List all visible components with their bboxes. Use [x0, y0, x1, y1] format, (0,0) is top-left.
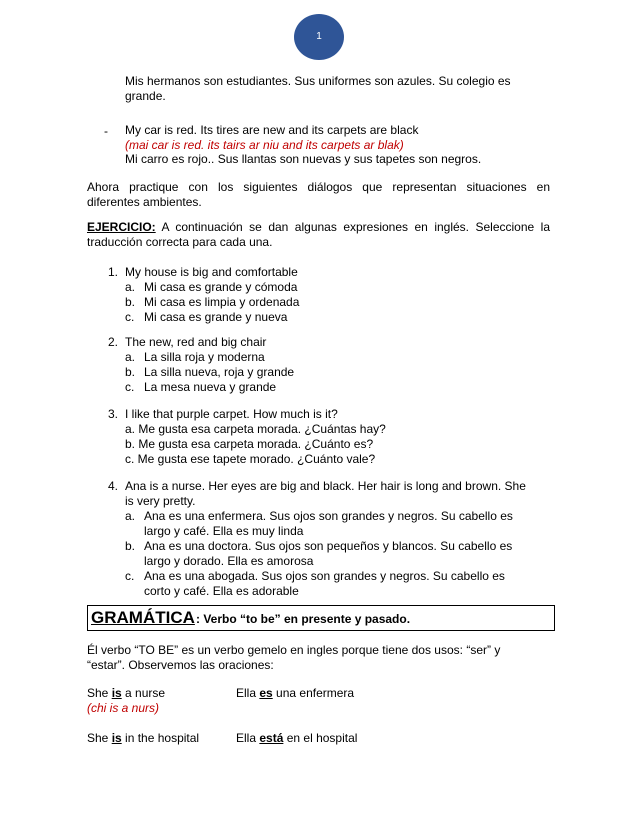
- question-4-options: [108, 509, 553, 599]
- question-3-options: [108, 422, 548, 467]
- practice-line-2: diferentes ambientes.: [87, 195, 202, 209]
- option-text: Ana es una doctora. Sus ojos son pequeños y blancos. Su cabello es: [144, 539, 513, 553]
- exercise-label: EJERCICIO:: [87, 220, 156, 234]
- question-3-text: I like that purple carpet. How much is it?: [125, 407, 338, 421]
- question-1-stem: [108, 265, 548, 280]
- option-text: Mi casa es grande y cómoda: [144, 280, 298, 294]
- question-3: [108, 407, 548, 467]
- question-4-option-c: [125, 569, 553, 599]
- pronunciation-text: (mai car is red. its tairs ar niu and its carpets ar blak): [125, 138, 404, 152]
- example-text: Ella: [236, 686, 260, 700]
- question-1: [108, 265, 548, 325]
- bullet-marker: -: [104, 124, 108, 138]
- example-text: Ella: [236, 731, 260, 745]
- question-3-option-a: a. Me gusta esa carpeta morada. ¿Cuántas hay?: [125, 422, 386, 436]
- question-4-stem: [108, 479, 553, 509]
- grammar-description-1: Él verbo “TO BE” es un verbo gemelo en ingles porque tiene dos usos: “ser” y: [87, 643, 501, 657]
- english-sentence: My car is red. Its tires are new and its carpets are black: [125, 123, 419, 137]
- option-text: La mesa nueva y grande: [144, 380, 277, 394]
- grammar-subtitle: : Verbo “to be” en presente y pasado.: [196, 612, 411, 626]
- option-text: La silla nueva, roja y grande: [144, 365, 295, 379]
- exercise-text-1: A continuación se dan algunas expresiones en inglés. Seleccione la: [155, 220, 550, 234]
- option-letter: b.: [125, 539, 136, 553]
- option-text-continued: largo y café. Ella es muy linda: [144, 524, 304, 538]
- question-3-option-c: c. Me gusta ese tapete morado. ¿Cuánto vale?: [125, 452, 376, 466]
- practice-paragraph: [87, 180, 550, 210]
- question-4: [108, 479, 553, 599]
- option-letter: a.: [125, 280, 136, 294]
- exercise-paragraph: [87, 220, 550, 250]
- grammar-description-2: “estar”. Observemos las oraciones:: [87, 658, 274, 672]
- question-1-option-a: [125, 280, 548, 295]
- grammar-heading-box: [87, 605, 555, 631]
- option-letter: b.: [125, 365, 136, 379]
- question-4-option-a: [125, 509, 553, 539]
- question-4-text-1: Ana is a nurse. Her eyes are big and black. Her hair is long and brown. She: [125, 479, 526, 493]
- option-text: La silla roja y moderna: [144, 350, 265, 364]
- example-verb: is: [111, 731, 122, 745]
- option-letter: c.: [125, 380, 135, 394]
- exercise-line-2: traducción correcta para cada una.: [87, 235, 273, 249]
- question-2-text: The new, red and big chair: [125, 335, 267, 349]
- intro-line-1: Mis hermanos son estudiantes. Sus uniformes son azules. Su colegio es: [125, 74, 511, 88]
- example-2-english: [87, 731, 199, 746]
- example-text: She: [87, 731, 112, 745]
- example-text: en el hospital: [283, 731, 358, 745]
- question-1-number: 1.: [108, 265, 119, 279]
- exercise-line-1: [87, 220, 550, 235]
- option-letter: c.: [125, 310, 135, 324]
- question-1-option-c: [125, 310, 548, 325]
- intro-line-2: grande.: [125, 89, 166, 103]
- example-verb: is: [111, 686, 122, 700]
- question-2-option-b: [125, 365, 548, 380]
- grammar-title: GRAMÁTICA: [91, 608, 195, 627]
- example-1-english: [87, 686, 165, 701]
- option-text: Mi casa es grande y nueva: [144, 310, 288, 324]
- example-text: She: [87, 686, 112, 700]
- example-text: a nurse: [121, 686, 166, 700]
- question-2-option-a: [125, 350, 548, 365]
- translation-text: Mi carro es rojo.. Sus llantas son nuevas y sus tapetes son negros.: [125, 152, 482, 166]
- question-4-number: 4.: [108, 479, 119, 493]
- question-2-stem: [108, 335, 548, 350]
- question-4-option-b: [125, 539, 553, 569]
- question-3-stem: [108, 407, 548, 422]
- question-2-options: [108, 350, 548, 395]
- example-text: in the hospital: [121, 731, 200, 745]
- example-verb: es: [259, 686, 273, 700]
- example-1-pronunciation: (chi is a nurs): [87, 701, 160, 715]
- question-1-options: [108, 280, 548, 325]
- practice-line-1: Ahora practique con los siguientes diálogos que representan situaciones en: [87, 180, 550, 194]
- question-4-text-2: is very pretty.: [125, 494, 196, 508]
- example-1-spanish: [236, 686, 354, 701]
- option-letter: a.: [125, 350, 136, 364]
- question-1-option-b: [125, 295, 548, 310]
- option-letter: b.: [125, 295, 136, 309]
- question-2-option-c: [125, 380, 548, 395]
- option-letter: a.: [125, 509, 136, 523]
- example-verb: está: [259, 731, 284, 745]
- example-2-spanish: [236, 731, 357, 746]
- question-3-number: 3.: [108, 407, 119, 421]
- question-2: [108, 335, 548, 395]
- example-text: una enfermera: [272, 686, 355, 700]
- option-text: Mi casa es limpia y ordenada: [144, 295, 300, 309]
- option-text: Ana es una abogada. Sus ojos son grandes y negros. Su cabello es: [144, 569, 505, 583]
- option-text-continued: largo y dorado. Ella es amorosa: [144, 554, 314, 568]
- option-letter: c.: [125, 569, 135, 583]
- question-1-text: My house is big and comfortable: [125, 265, 298, 279]
- question-2-number: 2.: [108, 335, 119, 349]
- option-text: Ana es una enfermera. Sus ojos son grandes y negros. Su cabello es: [144, 509, 513, 523]
- option-text-continued: corto y café. Ella es adorable: [144, 584, 299, 598]
- question-3-option-b: b. Me gusta esa carpeta morada. ¿Cuánto es?: [125, 437, 374, 451]
- page-number-badge: 1: [294, 14, 344, 60]
